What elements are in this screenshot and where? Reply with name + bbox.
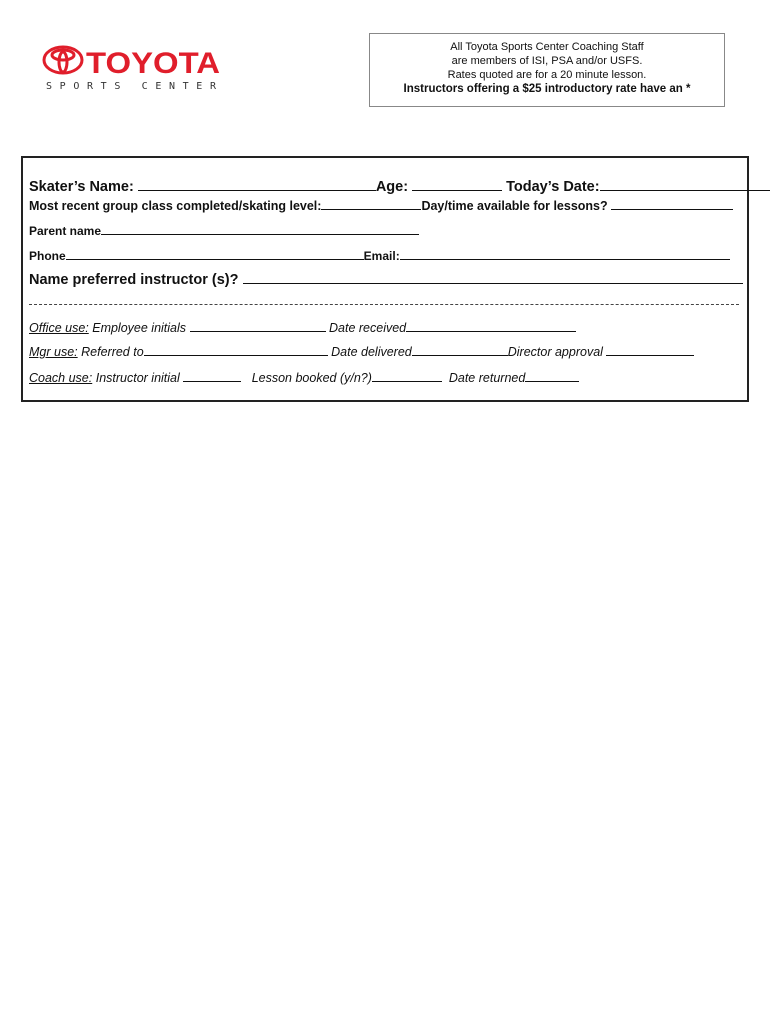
todays-date-label: Today’s Date:: [506, 179, 600, 195]
skater-row: [29, 178, 770, 195]
skater-name-field[interactable]: [138, 178, 376, 191]
date-returned-label: Date returned: [448, 371, 526, 385]
date-returned-field[interactable]: [525, 369, 579, 382]
preferred-instructor-label: Name preferred instructor (s)?: [29, 272, 239, 288]
employee-initials-label: Employee initials: [92, 321, 187, 335]
date-delivered-field[interactable]: [412, 343, 508, 356]
skater-name-label: Skater’s Name:: [29, 179, 134, 195]
group-class-field[interactable]: [321, 197, 421, 210]
referred-to-label: Referred to: [81, 345, 144, 359]
instructor-initial-label: Instructor initial: [95, 371, 180, 385]
preferred-instructor-row: [29, 271, 743, 288]
svg-text:TOYOTA: TOYOTA: [86, 47, 220, 80]
instructor-initial-field[interactable]: [183, 369, 241, 382]
notice-line-1: All Toyota Sports Center Coaching Staff: [450, 41, 644, 53]
notice-line-4: Instructors offering a $25 introductory rate have an *: [403, 83, 691, 95]
svg-text:SPORTS CENTER: SPORTS CENTER: [46, 81, 218, 92]
parent-name-row: [29, 222, 419, 238]
email-label: Email:: [363, 249, 400, 263]
todays-date-field[interactable]: [600, 178, 770, 191]
employee-initials-field[interactable]: [190, 319, 326, 332]
email-field[interactable]: [400, 247, 730, 260]
group-class-row: [29, 197, 733, 213]
notice-line-2: are members of ISI, PSA and/or USFS.: [451, 55, 643, 67]
parent-name-label: Parent name: [29, 224, 102, 238]
toyota-emblem-icon: [42, 44, 222, 92]
director-approval-label: Director approval: [507, 345, 603, 359]
referred-to-field[interactable]: [144, 343, 328, 356]
date-received-field[interactable]: [406, 319, 576, 332]
coaching-staff-notice: [369, 33, 725, 107]
notice-line-3: Rates quoted are for a 20 minute lesson.: [447, 69, 647, 81]
parent-name-field[interactable]: [101, 222, 419, 235]
coach-use-row: [29, 369, 579, 385]
age-field[interactable]: [412, 178, 502, 191]
day-time-label: Day/time available for lessons?: [421, 199, 608, 213]
toyota-sports-center-logo: [42, 44, 222, 92]
preferred-instructor-field[interactable]: [243, 271, 743, 284]
director-approval-field[interactable]: [606, 343, 694, 356]
phone-label: Phone: [29, 249, 66, 263]
office-use-row: [29, 319, 576, 335]
date-received-label: Date received: [329, 321, 407, 335]
age-label: Age:: [375, 179, 409, 195]
coach-use-label: Coach use:: [29, 371, 93, 385]
office-use-label: Office use:: [29, 321, 89, 335]
lesson-request-form: [21, 156, 749, 402]
office-section-divider: [29, 304, 739, 305]
mgr-use-label: Mgr use:: [29, 345, 78, 359]
phone-email-row: [29, 247, 730, 263]
lesson-booked-label: Lesson booked (y/n?): [251, 371, 372, 385]
date-delivered-label: Date delivered: [331, 345, 412, 359]
group-class-label: Most recent group class completed/skating level:: [29, 199, 322, 213]
mgr-use-row: [29, 343, 694, 359]
day-time-field[interactable]: [611, 197, 733, 210]
phone-field[interactable]: [66, 247, 364, 260]
lesson-booked-field[interactable]: [372, 369, 442, 382]
